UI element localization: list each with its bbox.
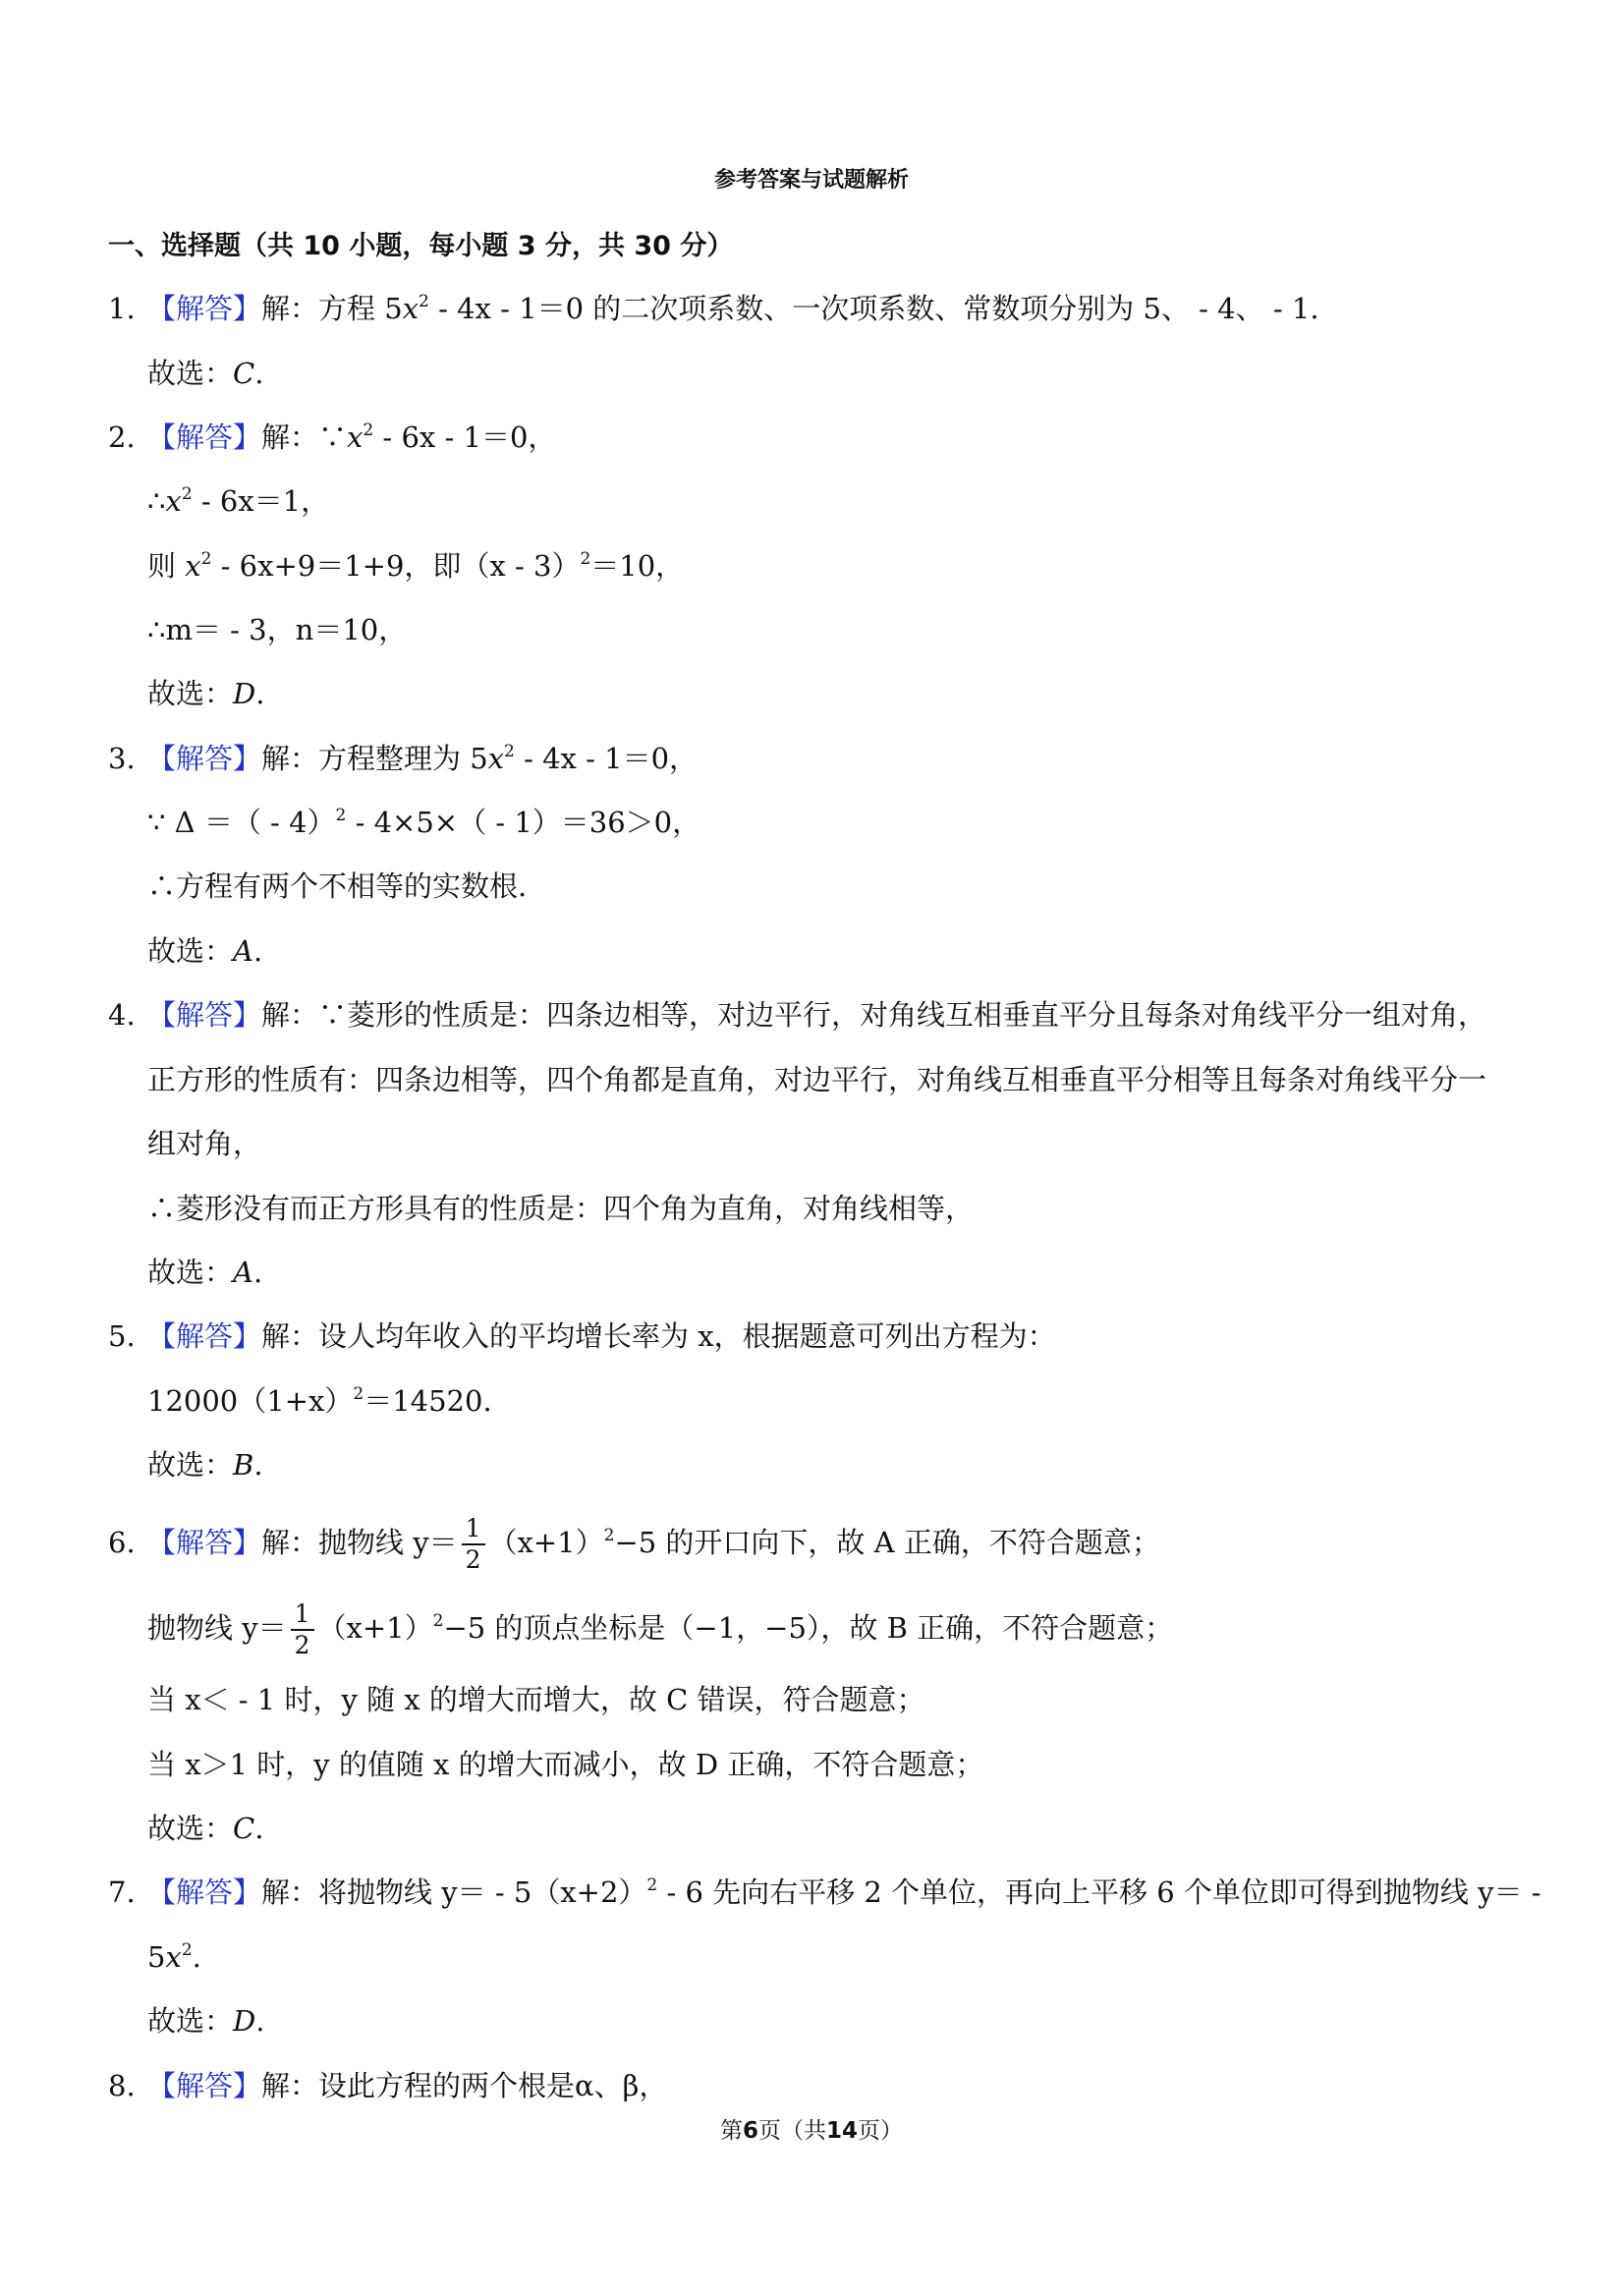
q1-choice: 故选：C. bbox=[147, 357, 264, 390]
q5-choice: 故选：B. bbox=[147, 1448, 263, 1482]
q2-line-2: $\therefore x^2 - 6x=1$， bbox=[147, 484, 330, 518]
q3-number: 3. bbox=[108, 742, 136, 775]
q3-line-3: ∴方程有两个不相等的实数根. bbox=[147, 869, 528, 903]
q3-line-2: ∵ Δ ＝（ - 4）$^2$ - 4×5×（ - 1）＝36＞0， bbox=[147, 806, 701, 839]
q7-line-2: $5x^2$. bbox=[147, 1940, 201, 1974]
q5-line-1: 【解答】解：设人均年收入的平均增长率为 x，根据题意可列出方程为： bbox=[147, 1319, 1056, 1353]
q8-line-1: 【解答】解：设此方程的两个根是α、β， bbox=[147, 2069, 668, 2102]
q3-line-1: 【解答】解：方程整理为 $5x^2 - 4x - 1=0$， bbox=[147, 742, 699, 775]
section-heading: 一、选择题（共 10 小题，每小题 3 分，共 30 分） bbox=[108, 231, 734, 261]
fraction-half: $\frac{1}{2}$ bbox=[462, 1514, 485, 1575]
q6-line-3: 当 x＜ - 1 时，y 随 x 的增大而增大，故 C 错误，符合题意； bbox=[147, 1683, 925, 1716]
q4-line-1: 【解答】解：∵菱形的性质是：四条边相等，对边平行，对角线互相垂直平分且每条对角线平分一组对角， bbox=[147, 998, 1487, 1032]
q4-line-2: 正方形的性质有：四条边相等，四个角都是直角，对边平行，对角线互相垂直平分相等且每条对角线平分一 bbox=[147, 1063, 1487, 1096]
q6-line-2: 抛物线 y＝ $\frac{1}{2}$ $(x+1)^2-5$ 的顶点坐标是（−1，−5），故 B 正确，不符合题意； bbox=[147, 1599, 1174, 1659]
fraction-half: $\frac{1}{2}$ bbox=[291, 1599, 314, 1660]
q2-line-1: 【解答】解：$\because x^2 - 6x - 1=0$， bbox=[147, 420, 557, 454]
q6-choice: 故选：C. bbox=[147, 1812, 264, 1845]
q2-line-4: ∴m＝ - 3，n＝10， bbox=[147, 613, 408, 646]
q7-number: 7. bbox=[108, 1876, 136, 1909]
page-footer: 第6页（共14页） bbox=[719, 2118, 904, 2144]
q5-number: 5. bbox=[108, 1319, 136, 1353]
q4-number: 4. bbox=[108, 998, 136, 1032]
answer-tag: 【解答】 bbox=[147, 292, 262, 325]
q4-line-3: 组对角， bbox=[147, 1127, 262, 1160]
q3-choice: 故选：A. bbox=[147, 934, 263, 968]
q6-line-4: 当 x＞1 时，y 的值随 x 的增大而减小，故 D 正确，不符合题意； bbox=[147, 1748, 984, 1781]
q1-line-1: 【解答】解：方程 $5x^2 - 4x - 1=0$ 的二次项系数、一次项系数、常数项分别为 5、 - 4、 - 1. bbox=[147, 292, 1319, 325]
q5-line-2: $12000(1+x)^2=14520$. bbox=[147, 1384, 492, 1418]
q6-line-1: 【解答】解：抛物线 y＝ $\frac{1}{2}$ $(x+1)^2-5$ 的开口向下，故 A 正确，不符合题意； bbox=[147, 1514, 1160, 1574]
q7-choice: 故选：D. bbox=[147, 2004, 265, 2038]
q2-number: 2. bbox=[108, 420, 136, 454]
q2-choice: 故选：D. bbox=[147, 677, 265, 710]
q4-line-4: ∴菱形没有而正方形具有的性质是：四个角为直角，对角线相等， bbox=[147, 1192, 975, 1225]
q6-number: 6. bbox=[108, 1526, 136, 1559]
q4-choice: 故选：A. bbox=[147, 1256, 263, 1289]
q1-number: 1. bbox=[108, 292, 136, 325]
page-title: 参考答案与试题解析 bbox=[713, 168, 909, 193]
q2-line-3: 则 $x^2 - 6x+9=1+9$，即（x - 3）$^2$＝10， bbox=[147, 549, 685, 583]
q8-number: 8. bbox=[108, 2069, 136, 2102]
q7-line-1: 【解答】解：将抛物线 $y= - 5(x+2)^2 - 6$ 先向右平移 2 个单位，再向上平移 6 个单位即可得到抛物线 y＝ - bbox=[147, 1876, 1541, 1909]
